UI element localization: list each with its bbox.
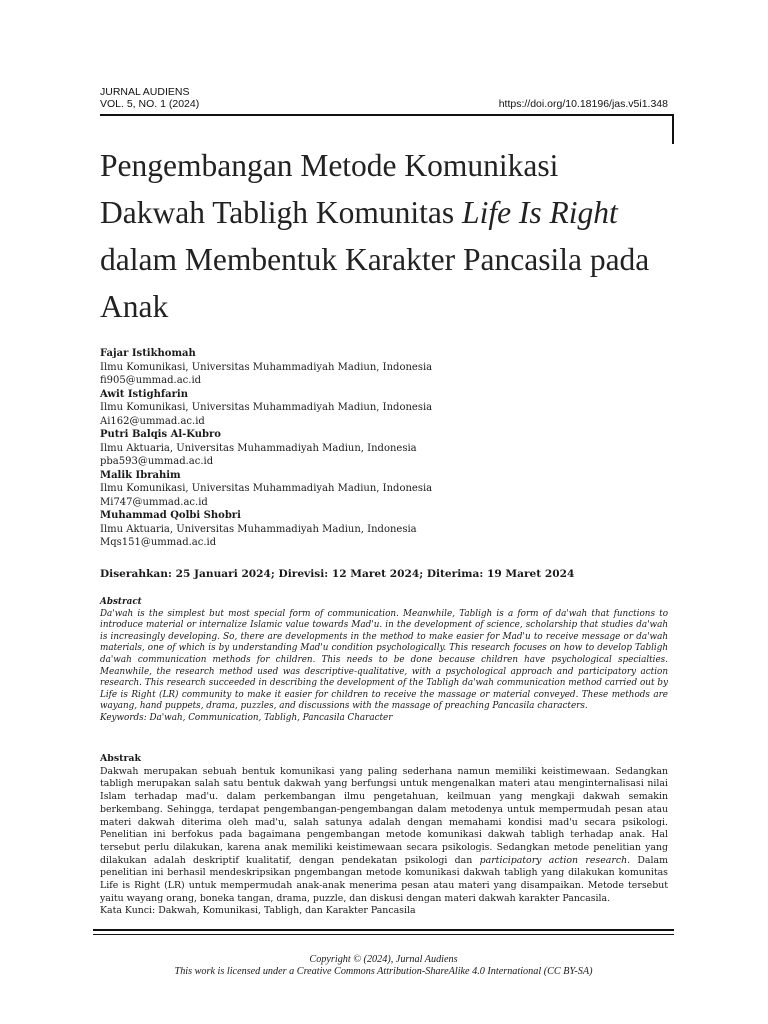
- submission-dates: Diserahkan: 25 Januari 2024; Direvisi: 12 Maret 2024; Diterima: 19 Maret 2024: [100, 568, 575, 580]
- footer-rule-thick: [93, 929, 674, 931]
- journal-name: JURNAL AUDIENS: [100, 86, 190, 98]
- abstrak-body-italic: participatory action research.: [479, 854, 631, 866]
- author-affiliation: Ilmu Komunikasi, Universitas Muhammadiyah Madiun, Indonesia: [100, 402, 433, 413]
- abstract-heading: Abstract: [100, 597, 142, 607]
- abstract-keywords: Keywords: Da'wah, Communication, Tabligh, Pancasila Character: [100, 712, 393, 723]
- author-name: Awit Istighfarin: [100, 388, 188, 400]
- footer-license[interactable]: This work is licensed under a Creative Commons Attribution-ShareAlike 4.0 International (CC BY-SA): [174, 966, 593, 977]
- author-email[interactable]: fi905@ummad.ac.id: [100, 375, 202, 386]
- author-affiliation: Ilmu Aktuaria, Universitas Muhammadiyah Madiun, Indonesia: [100, 523, 417, 535]
- abstract-english: [100, 597, 668, 725]
- author-list: [100, 347, 660, 550]
- author-name: Putri Balqis Al-Kubro: [100, 429, 221, 440]
- author-block: [100, 347, 660, 388]
- author-name: Fajar Istikhomah: [100, 348, 196, 359]
- abstrak-body-part-2: Dalam penelitian ini berhasil mendeskripsikan pngembangan metode komunikasi dakwah tabligh yang dilakukan komunitas Life is Right (LR) untuk mempermudah anak-anak menerima pesan atau materi yang disampaikan. Metode tersebut yaitu wayang orang, boneka tangan, drama, puzzle, dan diskusi dengan materi dakwah karakter Pancasila.: [100, 854, 668, 904]
- abstrak-body: [100, 766, 668, 906]
- author-email[interactable]: pba593@ummad.ac.id: [100, 456, 214, 467]
- author-affiliation: Ilmu Aktuaria, Universitas Muhammadiyah Madiun, Indonesia: [100, 442, 417, 454]
- title-italic: Life Is Right: [462, 195, 618, 230]
- kata-kunci: Kata Kunci: Dakwah, Komunikasi, Tabligh, dan Karakter Pancasila: [100, 905, 416, 917]
- author-block: [100, 469, 660, 510]
- author-name: Malik Ibrahim: [100, 469, 181, 481]
- author-affiliation: Ilmu Komunikasi, Universitas Muhammadiyah Madiun, Indonesia: [100, 361, 433, 373]
- author-block: [100, 428, 660, 469]
- doi-link[interactable]: https://doi.org/10.18196/jas.v5i1.348: [498, 98, 668, 110]
- header-rule: [100, 114, 672, 116]
- abstrak-heading: Abstrak: [100, 753, 141, 764]
- footer-copyright: Copyright © (2024), Jurnal Audiens: [309, 954, 458, 965]
- author-block: [100, 388, 660, 429]
- author-email[interactable]: Mqs151@ummad.ac.id: [100, 537, 217, 548]
- page-footer: [93, 954, 674, 978]
- title-part-2: dalam Membentuk Karakter Pancasila pada Anak: [100, 242, 650, 324]
- journal-header: [100, 86, 672, 110]
- footer-rule-thin: [93, 934, 674, 935]
- author-affiliation: Ilmu Komunikasi, Universitas Muhammadiyah Madiun, Indonesia: [100, 483, 433, 494]
- title-part-1: Pengembangan Metode Komunikasi Dakwah Tabligh Komunitas: [100, 148, 559, 230]
- article-page: [100, 0, 672, 1024]
- journal-volume: VOL. 5, NO. 1 (2024): [100, 98, 200, 110]
- abstrak-body-part-1: Dakwah merupakan sebuah bentuk komunikasi yang paling sederhana namun memiliki keistimewaan. Sedangkan tabligh merupakan salah satu bentuk dakwah yang berfungsi untuk mengenalkan materi atau menginternalisasi nilai Islam terhadap mad'u. dalam perkembangan ilmu pengetahuan, keilmuan yang mengkaji dakwah semakin berkembang. Sehingga, terdapat pengembangan-pengembangan dalam metodenya untuk mempermudah pesan atau materi dakwah diterima oleh mad'u, salah satunya adalah dengan memahami kondisi mad'u secara psikologi. Penelitian ini berfokus pada bagaimana pengembangan metode komunikasi dakwah tabligh terhadap anak. Hal tersebut perlu dilakukan, karena anak memiliki keistimewaan secara psikologis. Sedangkan metode penelitian yang dilakukan adalah deskriptif kualitatif, dengan pendekatan psikologi dan: [100, 765, 668, 866]
- header-vertical-rule: [672, 114, 674, 144]
- author-name: Muhammad Qolbi Shobri: [100, 510, 241, 521]
- author-email[interactable]: Ai162@ummad.ac.id: [100, 415, 205, 427]
- author-block: [100, 509, 660, 550]
- abstract-body: Da'wah is the simplest but most special form of communication. Meanwhile, Tabligh is a form of da'wah that functions to introduce material or internalize Islamic value towards Mad'u. in the development of science, scholarship that studies da'wah is increasingly developing. So, there are developments in the method to make easier for Mad'u to receive message or da'wah materials, one of which is by understanding Mad'u condition psychologically. This research focuses on how to develop Tabligh da'wah communication methods for children. This needs to be done because children have psychological specialties. Meanwhile, the research method used was descriptive-qualitative, with a psychological approach and participatory action research. This research succeeded in describing the development of the Tabligh da'wah communication method carried out by Life is Right (LR) community to make it easier for children to receive the massage or material conveyed. These methods are wayang, hand puppets, drama, puzzles, and discussions with the massage of preaching Pancasila characters.: [100, 608, 668, 712]
- author-email[interactable]: Mi747@ummad.ac.id: [100, 496, 208, 508]
- article-title: [100, 142, 660, 330]
- abstract-indonesian: [100, 753, 668, 918]
